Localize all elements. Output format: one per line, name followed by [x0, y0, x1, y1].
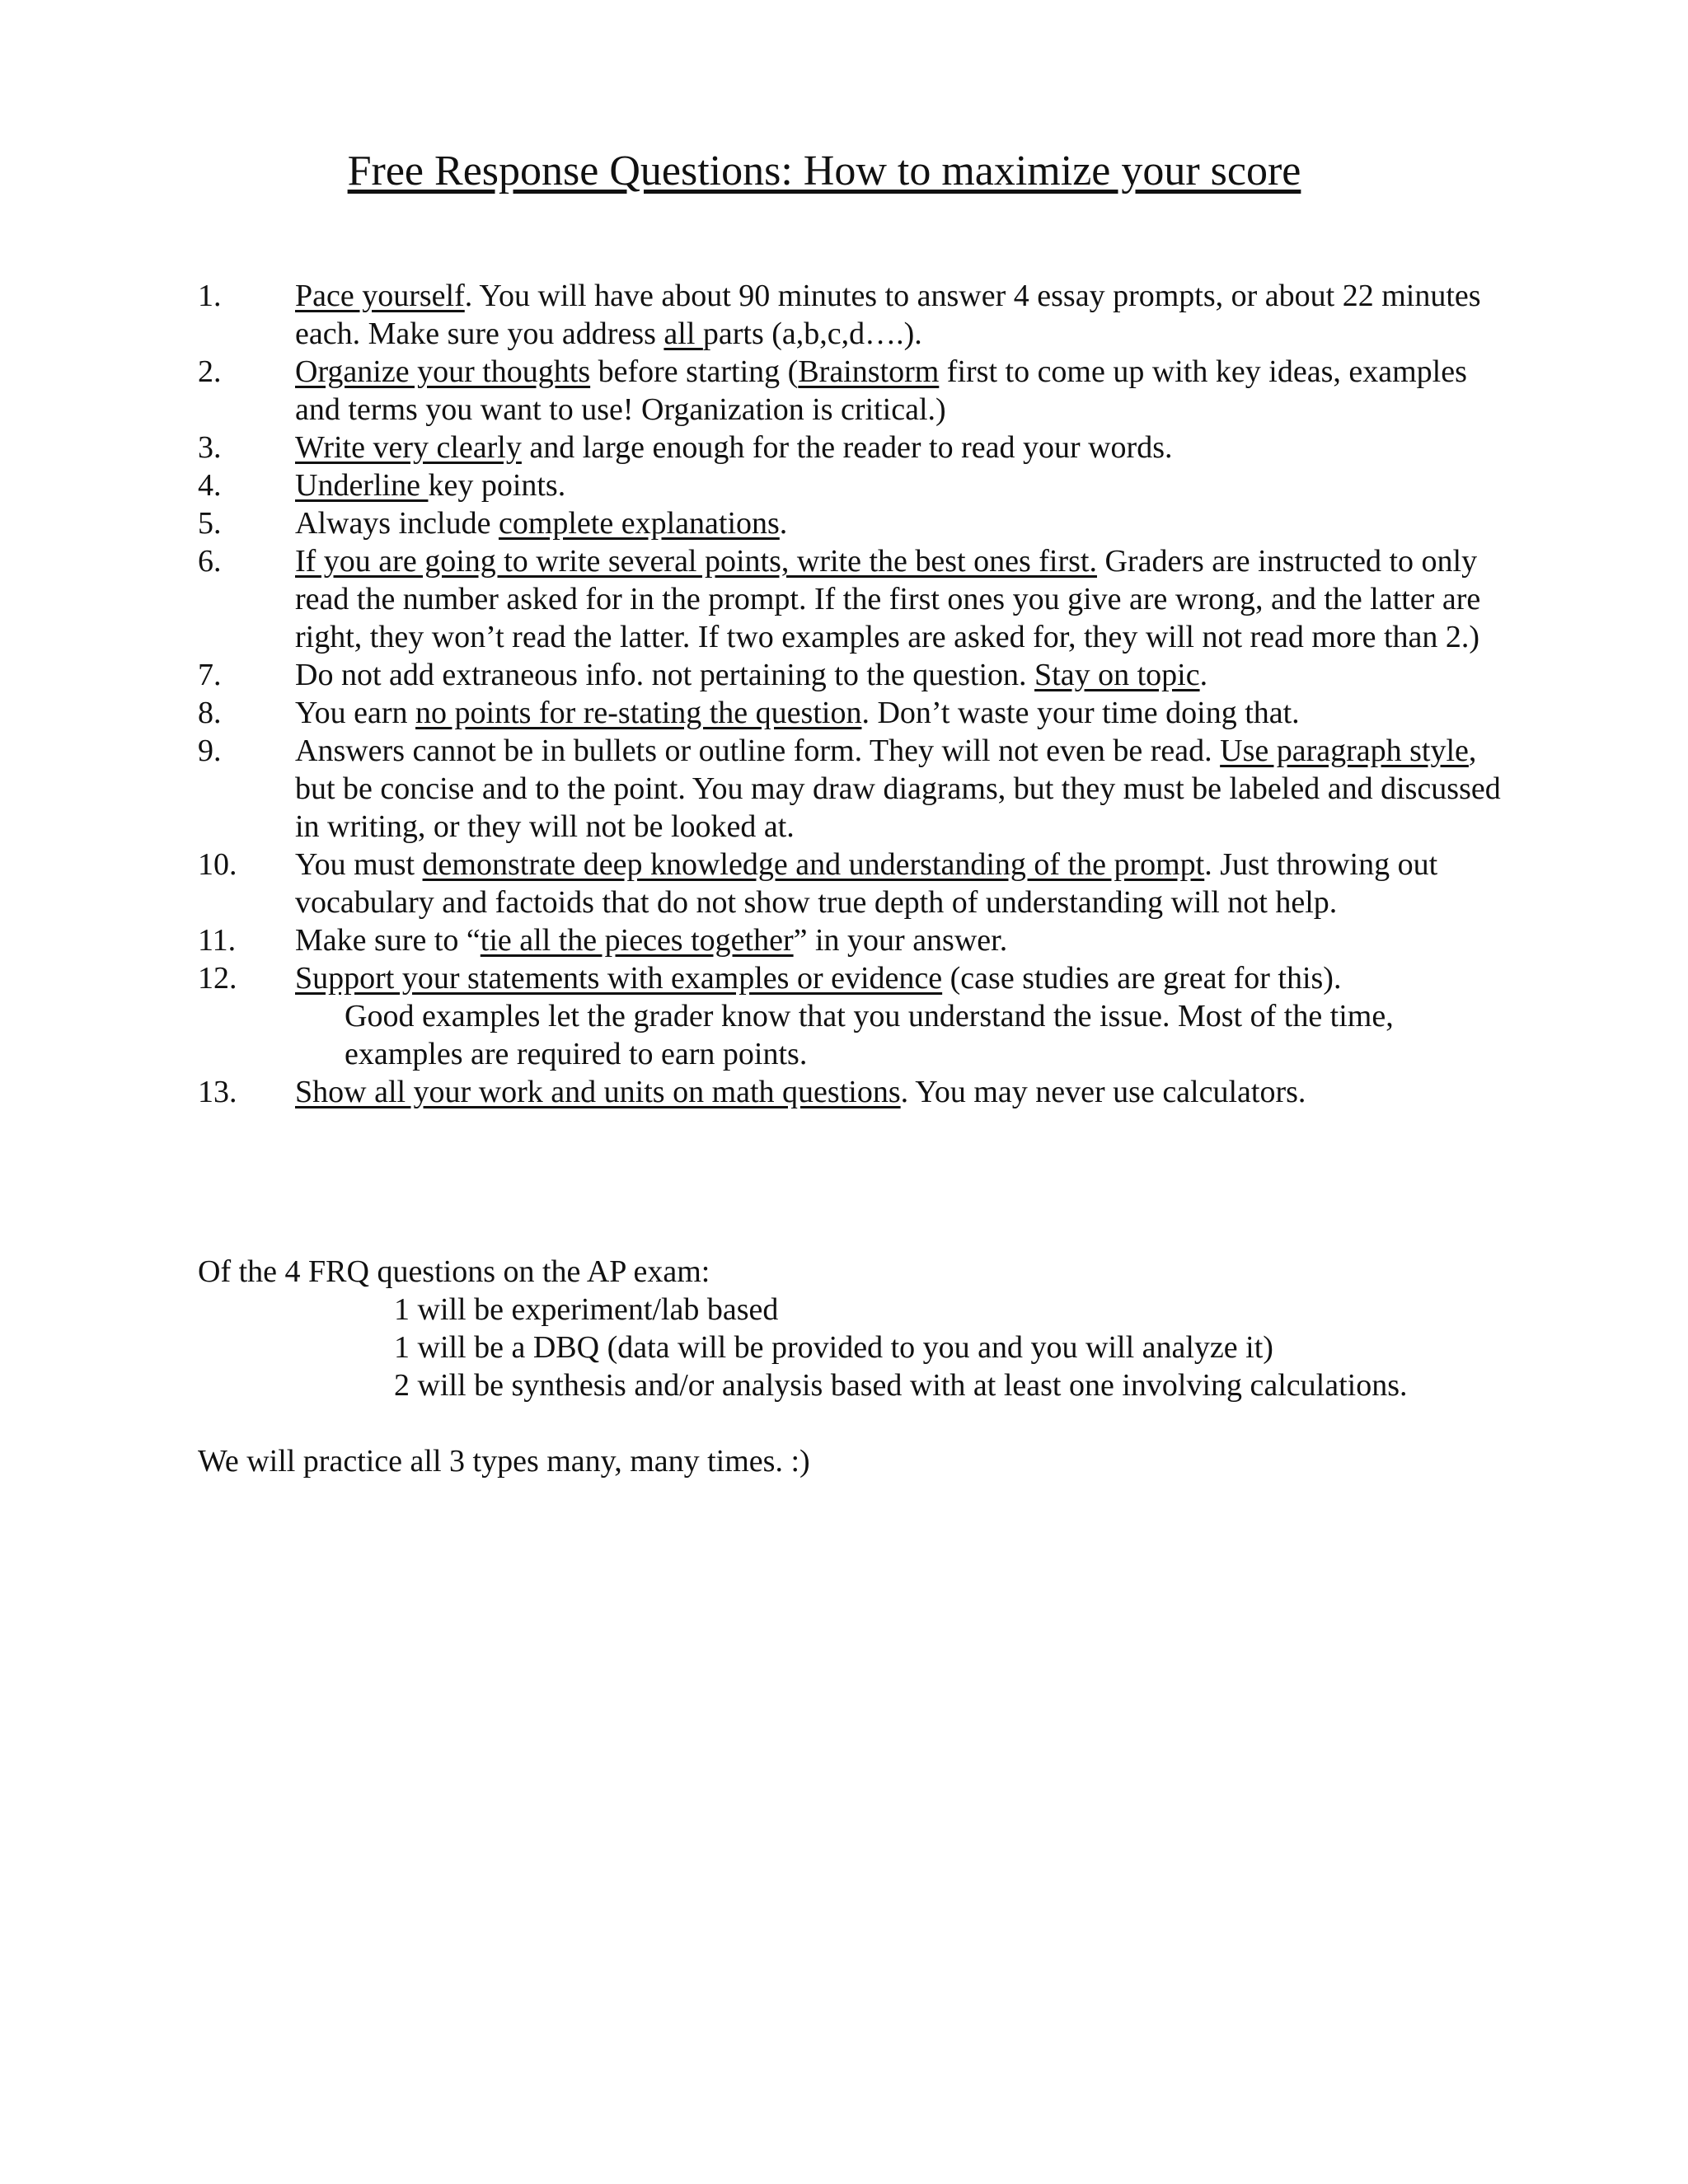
list-item — [198, 732, 1517, 846]
underlined-text: no points for re-stating the question — [415, 696, 862, 730]
underlined-text: Show all your work and units on math questions — [295, 1075, 901, 1109]
body-text: Do not add extraneous info. not pertaining to the question. — [295, 658, 1035, 692]
list-item-number: 3. — [198, 430, 222, 465]
underlined-text: demonstrate deep knowledge and understanding of the prompt — [422, 847, 1205, 882]
underlined-text: complete explanations — [498, 506, 780, 541]
underlined-text: Use paragraph style — [1220, 733, 1469, 768]
body-text: Answers cannot be in bullets or outline form. They will not even be read. — [295, 733, 1221, 768]
body-text: and large enough for the reader to read your words. — [521, 430, 1173, 465]
body-text: . You will have about 90 minutes to answer 4 essay prompts, or about 22 minutes each. Make sure you address — [295, 279, 1481, 351]
underlined-text: Write very clearly — [295, 430, 522, 465]
list-item-number: 8. — [198, 696, 222, 730]
frq-type-2: 1 will be a DBQ (data will be provided to you and you will analyze it) — [394, 1330, 1273, 1365]
list-item — [198, 921, 1517, 959]
list-item-number: 12. — [198, 961, 237, 996]
indented-text: Good examples let the grader know that you understand the issue. Most of the time, examples are required to earn points. — [345, 999, 1394, 1071]
list-item — [198, 277, 1517, 353]
body-text: key points. — [428, 468, 566, 503]
body-text: first to come up with key ideas, examples and terms you want to use! Organization is critical.) — [295, 354, 1467, 427]
frq-type-3: 2 will be synthesis and/or analysis based with at least one involving calculations. — [394, 1368, 1408, 1403]
list-item — [198, 542, 1517, 656]
list-item-number: 10. — [198, 847, 237, 882]
body-text: (case studies are great for this). — [942, 961, 1342, 996]
body-text: . — [1199, 658, 1208, 692]
underlined-text: Support your statements with examples or evidence — [295, 961, 943, 996]
body-text: . Just throwing out vocabulary and factoids that do not show true depth of understanding will not help. — [295, 847, 1438, 920]
list-item — [198, 353, 1517, 429]
underlined-text: tie all the pieces together — [480, 923, 794, 958]
list-item — [198, 429, 1517, 466]
underlined-text: If you are going to write several points, write the best ones first. — [295, 544, 1097, 579]
underlined-text: Brainstorm — [798, 354, 940, 389]
body-text: You earn — [295, 696, 416, 730]
body-text: Make sure to “ — [295, 923, 481, 958]
list-item-number: 9. — [198, 733, 222, 768]
list-item — [198, 959, 1517, 1073]
body-text: parts (a,b,c,d….). — [702, 316, 922, 351]
frq-tips-list — [198, 277, 1517, 1111]
page-title: Free Response Questions: How to maximize your score — [347, 148, 1301, 194]
list-item — [198, 1073, 1517, 1111]
body-text: , but be concise and to the point. You may draw diagrams, but they must be labeled and discussed in writing, or they will not be looked at. — [295, 733, 1501, 844]
list-item-number: 2. — [198, 354, 222, 389]
underlined-text: Underline — [295, 468, 429, 503]
summary-intro: Of the 4 FRQ questions on the AP exam: — [198, 1254, 710, 1289]
body-text: . Don’t waste your time doing that. — [861, 696, 1300, 730]
body-text: ” in your answer. — [793, 923, 1008, 958]
underlined-text: Pace yourself — [295, 279, 465, 313]
list-item — [198, 656, 1517, 694]
list-item — [198, 846, 1517, 921]
summary-closing: We will practice all 3 types many, many times. :) — [198, 1444, 810, 1479]
frq-type-1: 1 will be experiment/lab based — [394, 1292, 779, 1327]
body-text: . You may never use calculators. — [900, 1075, 1306, 1109]
body-text: before starting ( — [590, 354, 799, 389]
list-item-number: 11. — [198, 923, 237, 958]
underlined-text: all — [663, 316, 703, 351]
list-item-number: 5. — [198, 506, 222, 541]
list-item-number: 7. — [198, 658, 222, 692]
list-item — [198, 466, 1517, 504]
underlined-text: Organize your thoughts — [295, 354, 591, 389]
body-text: . — [779, 506, 788, 541]
body-text: Graders are instructed to only read the number asked for in the prompt. If the first ones you give are wrong, and the latter are right, they won’t read the latter. If two examples are asked for, they will not read more than 2.) — [295, 544, 1481, 654]
frq-summary — [198, 1253, 1533, 1480]
list-item — [198, 504, 1517, 542]
list-item-number: 13. — [198, 1075, 237, 1109]
list-item-number: 4. — [198, 468, 222, 503]
underlined-text: Stay on topic — [1034, 658, 1200, 692]
list-item-number: 1. — [198, 279, 222, 313]
list-item — [198, 694, 1517, 732]
list-item-number: 6. — [198, 544, 222, 579]
body-text: You must — [295, 847, 423, 882]
body-text: Always include — [295, 506, 499, 541]
